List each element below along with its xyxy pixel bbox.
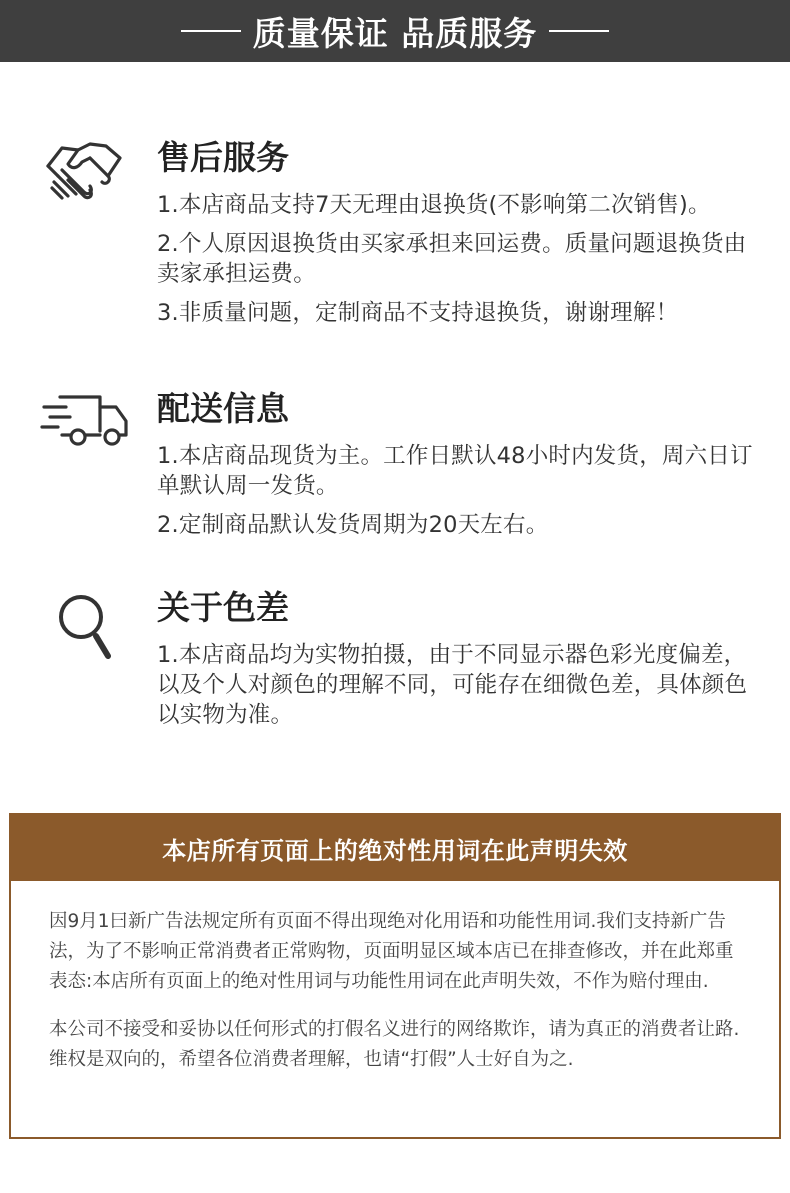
list-item: 2.定制商品默认发货周期为20天左右。 xyxy=(157,512,549,538)
banner-title: 质量保证 品质服务 xyxy=(252,13,538,53)
section-items xyxy=(157,441,767,549)
section-items xyxy=(157,190,767,337)
list-item: 1.本店商品支持7天无理由退换货(不影响第二次销售)。 xyxy=(157,192,711,218)
disclaimer-box xyxy=(9,813,781,1139)
section-items xyxy=(157,640,767,739)
banner-right-rule xyxy=(549,30,609,32)
disclaimer-body xyxy=(11,881,779,1075)
section-heading: 配送信息 xyxy=(157,389,289,428)
disclaimer-paragraph: 因9月1曰新广告法规定所有页面不得出现绝对化用语和功能性用词.我们支持新广告法，为了不影响正常消费者正常购物，页面明显区域本店已在排查修改，并在此郑重表态:本店所有页面上的绝对性用词与功能性用词在此声明失效，不作为赔付理由. xyxy=(49,911,734,992)
banner-left-rule xyxy=(181,30,241,32)
section-heading: 关于色差 xyxy=(157,588,289,627)
list-item: 1.本店商品现货为主。工作日默认48小时内发货，周六日订单默认周一发货。 xyxy=(157,443,753,499)
handshake-icon xyxy=(44,140,124,206)
top-banner xyxy=(0,0,790,62)
delivery-truck-icon xyxy=(40,391,132,449)
disclaimer-title: 本店所有页面上的绝对性用词在此声明失效 xyxy=(11,815,779,881)
list-item: 3.非质量问题，定制商品不支持退换货，谢谢理解！ xyxy=(157,300,679,326)
list-item: 1.本店商品均为实物拍摄，由于不同显示器色彩光度偏差，以及个人对颜色的理解不同，可能存在细微色差，具体颜色以实物为准。 xyxy=(157,642,748,728)
list-item: 2.个人原因退换货由买家承担来回运费。质量问题退换货由卖家承担运费。 xyxy=(157,231,747,287)
section-heading: 售后服务 xyxy=(157,138,289,177)
magnifier-icon xyxy=(56,592,114,662)
disclaimer-paragraph: 本公司不接受和妥协以任何形式的打假名义进行的网络欺诈，请为真正的消费者让路.维权是双向的，希望各位消费者理解，也请“打假”人士好自为之. xyxy=(49,1019,740,1070)
